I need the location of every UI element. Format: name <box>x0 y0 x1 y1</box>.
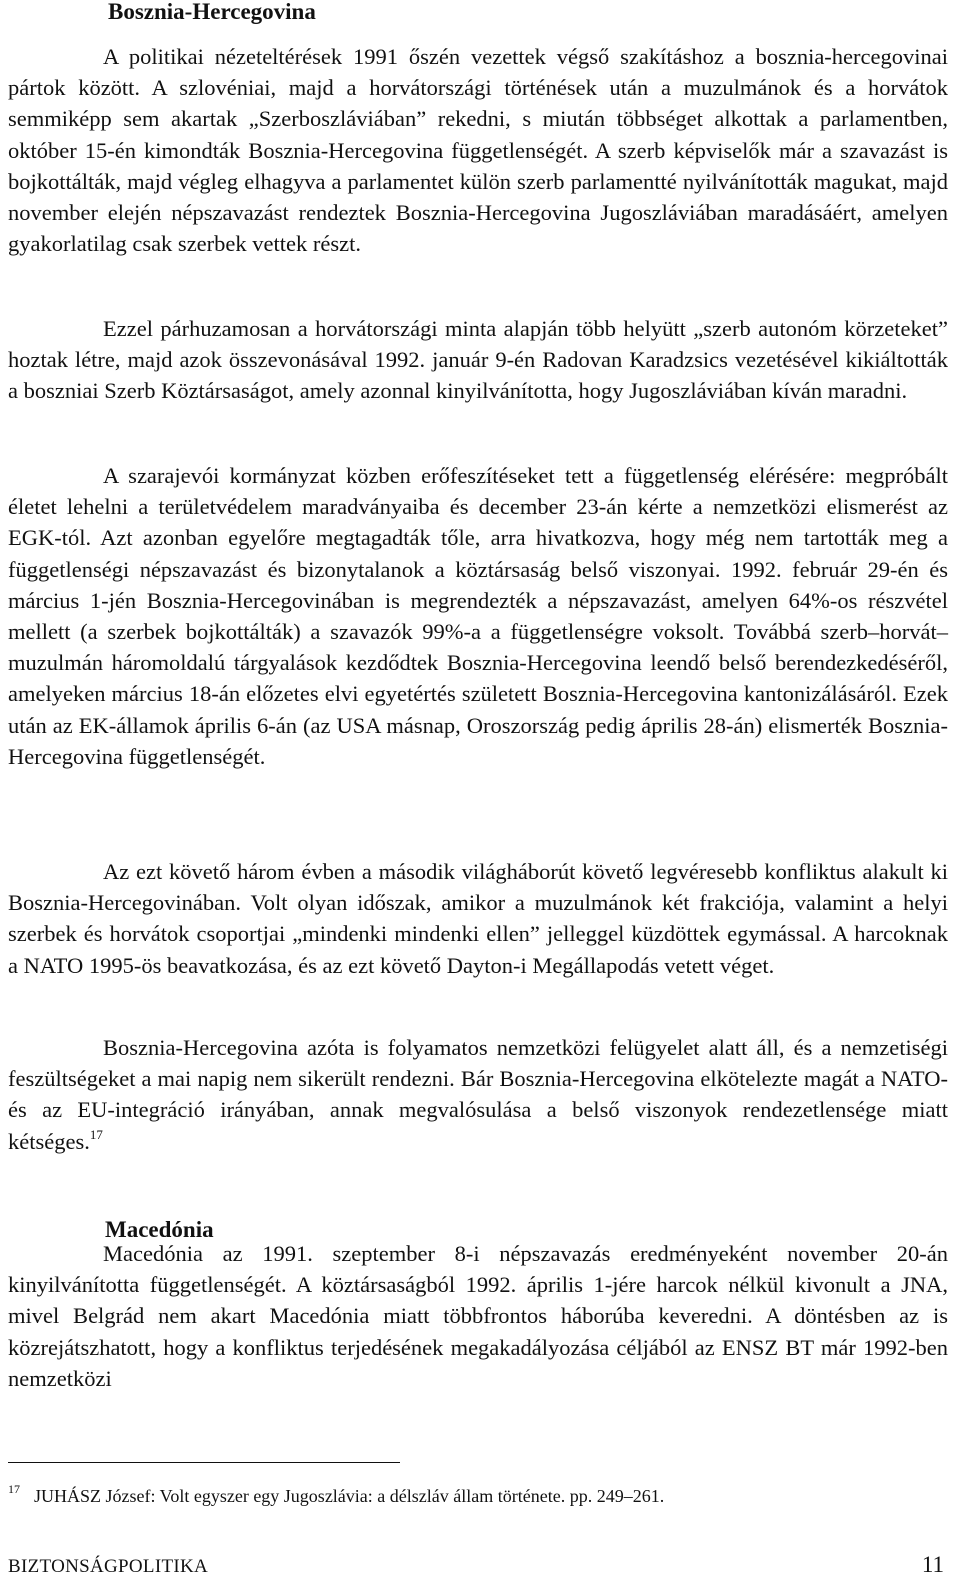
paragraph-1: A politikai nézeteltérések 1991 őszén vezettek végső szakításhoz a bosznia-hercegovinai pártok között. A szlovéniai, majd a horvátországi történések után a muzulmánok és a horvátok semmiképp sem akartak „Szerboszláviában” rekedni, s miután többséget alkottak a parlamentben, október 15-én kimondták Bosznia-Hercegovina függetlenségét. A szerb képviselők már a szavazást is bojkottálták, majd végleg elhagyva a parlamentet külön szerb parlamentté nyilvánították magukat, majd november elején népszavazást rendeztek Bosznia-Hercegovina Jugoszláviában maradásáért, amelyen gyakorlatilag csak szerbek vettek részt. <box>8 44 948 257</box>
footnote-reference[interactable]: 17 <box>89 1126 103 1142</box>
footnote-number: 17 <box>8 1482 20 1496</box>
paragraph-3: A szarajevói kormányzat közben erőfeszítéseket tett a függetlenség elérésére: megpróbált életet lehelni a területvédelem maradványaiba és december 23-án kérte a nemzetközi elismerést az EGK-tól. Azt azonban egyelőre megtagadták tőle, arra hivatkozva, hogy még nem tartották meg a függetlenségi népszavazást és bizonytalanok a köztársaság belső viszonyai. 1992. február 29-én és március 1-jén Bosznia-Hercegovinában is megrendezték a népszavazást, amelyen 64%-os részvétel mellett (a szerbek bojkottálták) a szavazók 99%-a a függetlenségre voksolt. Továbbá szerb–horvát–muzulmán háromoldalú tárgyalások kezdődtek Bosznia-Hercegovina leendő belső berendezkedéséről, amelyeken március 18-án előzetes elvi egyetértés született Bosznia-Hercegovina kantonizálásáról. Ezek után az EK-államok április 6-án (az USA másnap, Oroszország pedig április 28-án) elismerték Bosznia-Hercegovina függetlenségét. <box>8 463 948 769</box>
footer-title: BIZTONSÁGPOLITIKA <box>8 1556 209 1577</box>
paragraph-2: Ezzel párhuzamosan a horvátországi minta alapján több helyütt „szerb autonóm körzeteket” hoztak létre, majd azok összevonásával 1992. január 9-én Radovan Karadzsics vezetésével kikiáltották a boszniai Szerb Köztársaságot, amely azonnal kinyilvánította, hogy Jugoszláviában kíván maradni. <box>8 316 948 404</box>
paragraph-5 <box>8 1032 948 1157</box>
footnote <box>8 1478 948 1507</box>
section-heading-macedonia: Macedónia <box>105 1217 214 1242</box>
section-heading-bosnia: Bosznia-Hercegovina <box>108 0 316 24</box>
footnote-text: JUHÁSZ József: Volt egyszer egy Jugoszlávia: a délszláv állam története. pp. 249–261. <box>34 1486 665 1506</box>
paragraph-6: Macedónia az 1991. szeptember 8-i népszavazás eredményeként november 20-án kinyilvánította függetlenségét. A köztársaságból 1992. április 1-jére harcok nélkül kivonult a JNA, mivel Belgrád nem akart Macedónia miatt többfrontos háborúba keveredni. A döntésben az is közrejátszhatott, hogy a konfliktus terjedésének megakadályozása céljából az ENSZ BT már 1992-ben nemzetközi <box>8 1241 948 1391</box>
page-number: 11 <box>921 1552 944 1577</box>
footnote-divider <box>8 1462 400 1463</box>
paragraph-5-text: Bosznia-Hercegovina azóta is folyamatos nemzetközi felügyelet alatt áll, és a nemzetiségi feszültségeket a mai napig nem sikerült rendezni. Bár Bosznia-Hercegovina elkötelezte magát a NATO- és az EU-integráció irányában, annak megvalósulása a belső viszonyok rendezetlensége miatt kétséges. <box>8 1035 948 1154</box>
paragraph-4: Az ezt követő három évben a második világháborút követő legvéresebb konfliktus alakult ki Bosznia-Hercegovinában. Volt olyan időszak, amikor a muzulmánok két frakciója, valamint a helyi szerbek és horvátok csoportjai „mindenki mindenki ellen” jelleggel küzdöttek egymással. A harcoknak a NATO 1995-ös beavatkozása, és az ezt követő Dayton-i Megállapodás vetett véget. <box>8 859 948 978</box>
